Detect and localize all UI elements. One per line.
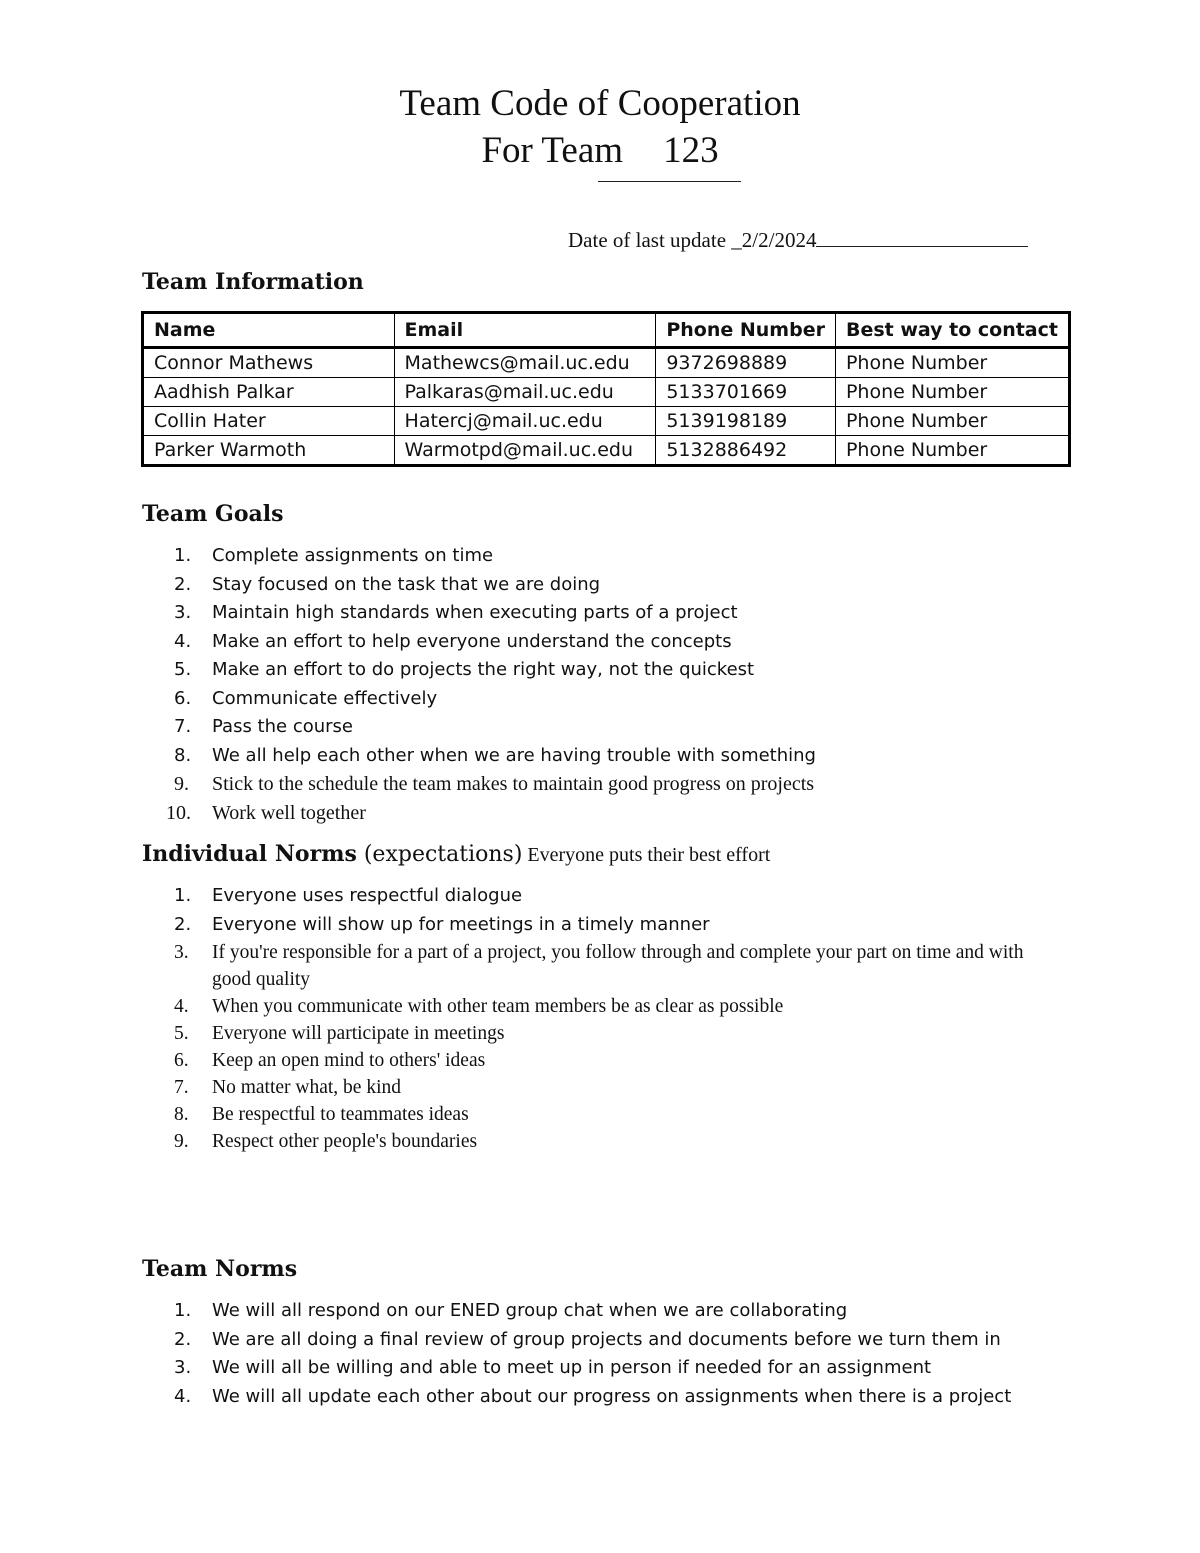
cell-contact: Phone Number (835, 436, 1069, 466)
cell-email: Palkaras@mail.uc.edu (394, 378, 656, 407)
team-goals-heading: Team Goals (142, 501, 284, 527)
cell-email: Hatercj@mail.uc.edu (394, 407, 656, 436)
list-item: 4. When you communicate with other team members be as clear as possible (174, 996, 784, 1017)
cell-email: Warmotpd@mail.uc.edu (394, 436, 656, 466)
date-blank-line (816, 226, 1028, 247)
date-label: Date of last update _2/2/2024 (568, 228, 817, 252)
team-norms-heading: Team Norms (142, 1256, 298, 1282)
table-row (143, 378, 1070, 407)
cell-name: Parker Warmoth (143, 436, 395, 466)
cell-contact: Phone Number (835, 378, 1069, 407)
document-title: Team Code of Cooperation (399, 83, 801, 124)
team-number-underline (598, 181, 741, 182)
list-item: 9. Respect other people's boundaries (174, 1131, 478, 1152)
list-item: 4. We will all update each other about our progress on assignments when there is a project (174, 1385, 1012, 1407)
cell-phone: 5133701669 (656, 378, 836, 407)
list-item: 8. Be respectful to teammates ideas (174, 1104, 469, 1125)
list-item: 3. If you're responsible for a part of a project, you follow through and complete your part on time and with good quality (174, 942, 1024, 990)
team-line (0, 129, 1200, 173)
cell-name: Collin Hater (143, 407, 395, 436)
list-item: 5. Everyone will participate in meetings (174, 1023, 505, 1044)
cell-name: Aadhish Palkar (143, 378, 395, 407)
list-item: 1. We will all respond on our ENED group chat when we are collaborating (174, 1300, 848, 1321)
list-item: 8. We all help each other when we are having trouble with something (174, 744, 816, 766)
cell-phone: 9372698889 (656, 348, 836, 378)
team-information-heading: Team Information (142, 269, 364, 295)
list-item: 3. We will all be willing and able to meet up in person if needed for an assignment (174, 1357, 932, 1378)
individual-norms-list-b (174, 939, 1034, 1155)
table-row (143, 348, 1070, 378)
header-phone-number: Phone Number (656, 313, 836, 348)
cell-email: Mathewcs@mail.uc.edu (394, 348, 656, 378)
individual-norms-list-a (174, 882, 710, 939)
cell-phone: 5139198189 (656, 407, 836, 436)
list-item: 1. Complete assignments on time (174, 545, 494, 566)
cell-phone: 5132886492 (656, 436, 836, 466)
team-goals-list (166, 542, 816, 827)
list-item: 2. Everyone will show up for meetings in a timely manner (174, 913, 710, 935)
list-item: 2. We are all doing a final review of group projects and documents before we turn them in (174, 1328, 1001, 1350)
list-item: 2. Stay focused on the task that we are doing (174, 573, 601, 595)
team-label: For Team (481, 130, 624, 171)
table-row (143, 407, 1070, 436)
list-item: 10. Work well together (166, 801, 366, 824)
list-item: 9. Stick to the schedule the team makes to maintain good progress on projects (174, 773, 815, 795)
list-item: 7. Pass the course (174, 716, 353, 737)
cell-contact: Phone Number (835, 348, 1069, 378)
header-best-way-to-contact: Best way to contact (835, 313, 1069, 348)
individual-norms-heading: Individual Norms (expectations) Everyone puts their best effort (142, 841, 771, 867)
date-line (568, 226, 1028, 253)
header-name: Name (143, 313, 395, 348)
team-information-table (141, 311, 1071, 467)
list-item: 5. Make an effort to do projects the right way, not the quickest (174, 659, 755, 680)
table-row (143, 436, 1070, 466)
list-item: 4. Make an effort to help everyone understand the concepts (174, 630, 732, 652)
header-email: Email (394, 313, 656, 348)
list-item: 1. Everyone uses respectful dialogue (174, 885, 523, 906)
list-item: 6. Keep an open mind to others' ideas (174, 1050, 486, 1071)
list-item: 3. Maintain high standards when executing parts of a project (174, 602, 738, 623)
list-item: 6. Communicate effectively (174, 687, 438, 709)
cell-name: Connor Mathews (143, 348, 395, 378)
list-item: 7. No matter what, be kind (174, 1077, 401, 1098)
table-header-row (143, 313, 1070, 348)
team-number: 123 (663, 130, 719, 171)
cell-contact: Phone Number (835, 407, 1069, 436)
team-norms-list (174, 1297, 1011, 1411)
